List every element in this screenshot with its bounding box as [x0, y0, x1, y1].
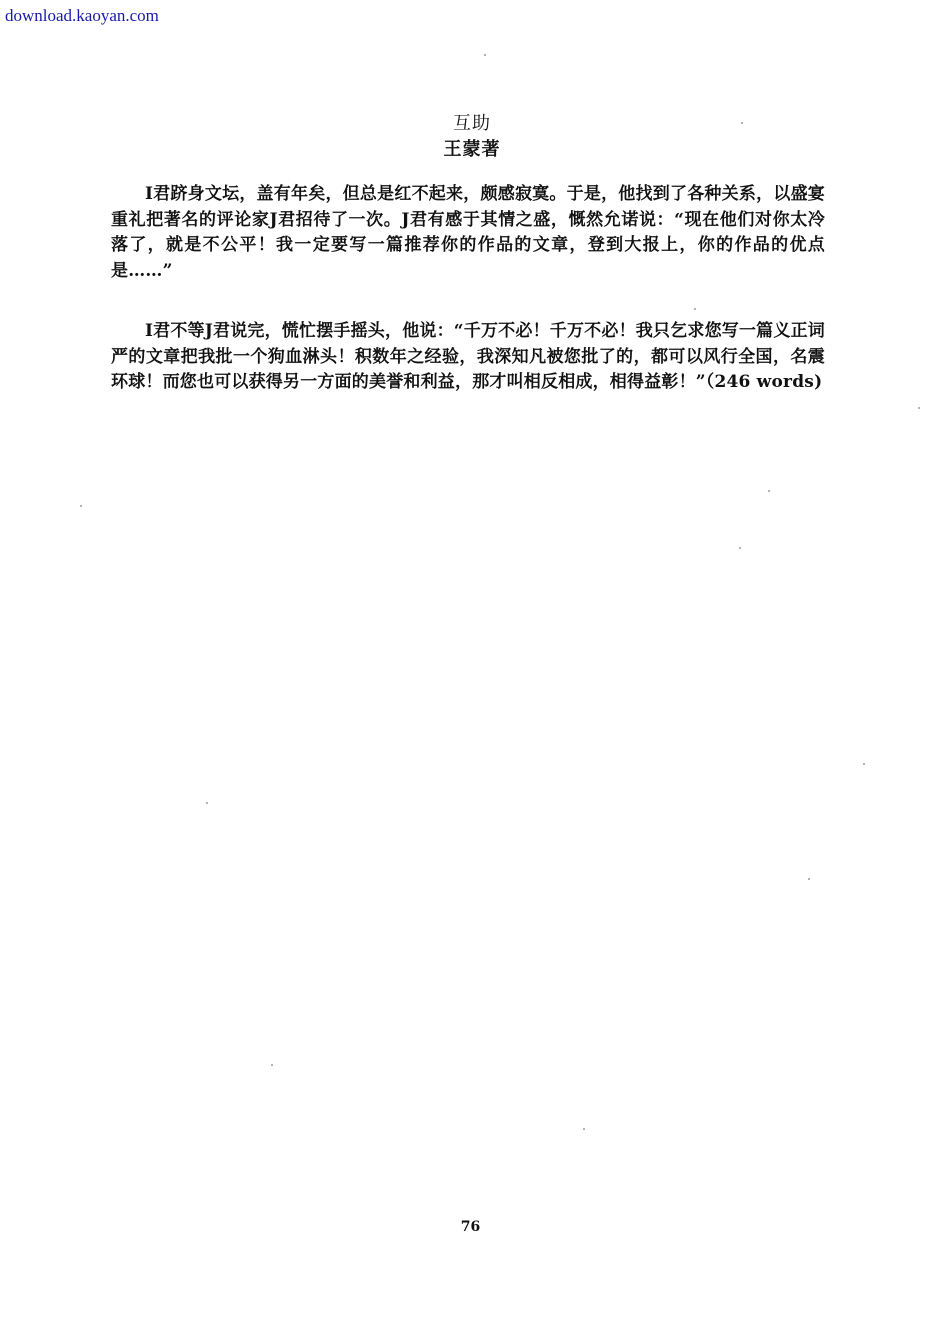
scan-speck [271, 1064, 273, 1066]
scan-speck [918, 407, 920, 409]
scan-speck [739, 547, 741, 549]
source-link[interactable]: download.kaoyan.com [5, 6, 159, 25]
title-block [0, 111, 941, 163]
document-author: 王蒙著 [443, 139, 501, 160]
scan-speck [741, 122, 743, 124]
paragraph-1: I君跻身文坛，盖有年矣，但总是红不起来，颇感寂寞。于是，他找到了各种关系，以盛宴重礼把著名的评论家J君招待了一次。J君有感于其情之盛，慨然允诺说：“现在他们对你太冷落了，就是不公平！我一定要写一篇推荐你的作品的文章，登到大报上，你的作品的优点是……” [111, 184, 825, 282]
scan-speck [808, 878, 810, 880]
scan-speck [484, 54, 486, 56]
scan-speck [80, 505, 82, 507]
scan-speck [583, 1128, 585, 1130]
document-title: 互助 [453, 113, 491, 134]
scan-speck [206, 802, 208, 804]
scan-speck [768, 490, 770, 492]
paragraph-2: I君不等J君说完，慌忙摆手摇头，他说：“千万不必！千万不必！我只乞求您写一篇义正词严的文章把我批一个狗血淋头！积数年之经验，我深知凡被您批了的，都可以风行全国，名震环球！而您也可以获得另一方面的美誉和利益，那才叫相反相成，相得益彰！”（246 words) [111, 321, 825, 393]
scan-speck [863, 763, 865, 765]
page-number: 76 [460, 1219, 481, 1235]
scan-speck [694, 308, 696, 310]
